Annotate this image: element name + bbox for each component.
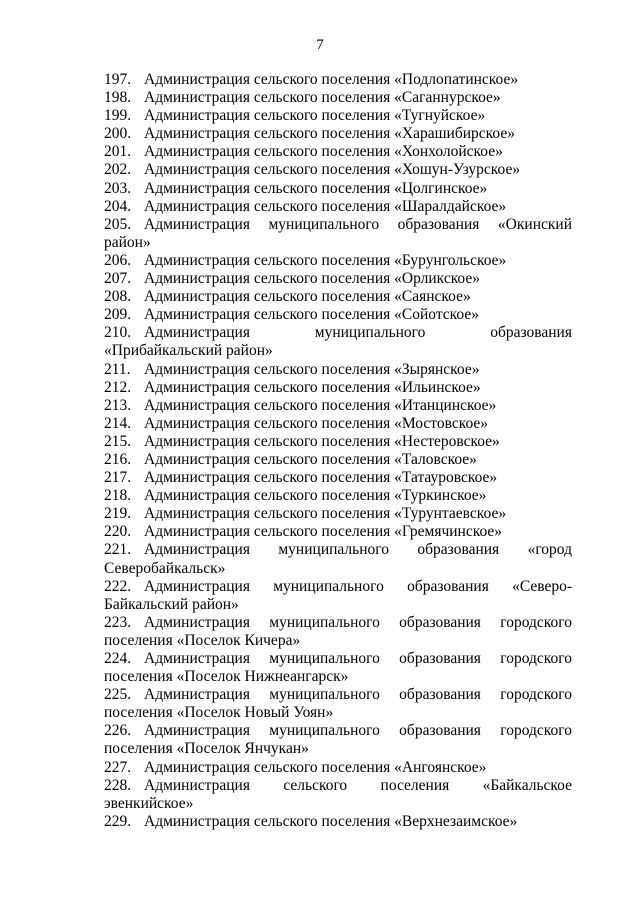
item-text: Администрация муниципального образования городского поселения «Поселок Новый Уоян» bbox=[104, 686, 572, 722]
item-number: 201. bbox=[104, 143, 132, 161]
list-item bbox=[104, 71, 572, 89]
item-text: Администрация сельского поселения «Татауровское» bbox=[144, 469, 498, 487]
list-item bbox=[104, 541, 572, 577]
list-item bbox=[104, 813, 572, 831]
list-item bbox=[104, 469, 572, 487]
item-text: Администрация муниципального образования «город Северобайкальск» bbox=[104, 541, 572, 577]
item-text: Администрация сельского поселения «Подлопатинское» bbox=[144, 71, 519, 88]
item-number: 226. bbox=[104, 722, 132, 740]
item-text: Администрация сельского поселения «Харашибирское» bbox=[144, 125, 515, 143]
list-item bbox=[104, 198, 572, 216]
item-text: Администрация сельского поселения «Гремячинское» bbox=[144, 523, 503, 541]
item-text: Администрация сельского поселения «Шаралдайское» bbox=[144, 197, 507, 215]
item-number: 219. bbox=[104, 505, 132, 523]
item-text: Администрация сельского поселения «Хонхолойское» bbox=[144, 143, 503, 161]
item-text: Администрация сельского поселения «Итанцинское» bbox=[144, 396, 497, 414]
list-item bbox=[104, 415, 572, 433]
item-text: Администрация муниципального образования «Северо-Байкальский район» bbox=[104, 577, 572, 613]
list-item bbox=[104, 759, 572, 777]
item-text: Администрация сельского поселения «Ангоянское» bbox=[144, 758, 487, 776]
item-text: Администрация муниципального образования городского поселения «Поселок Нижнеангарск» bbox=[104, 650, 572, 686]
item-text: Администрация сельского поселения «Мостовское» bbox=[144, 414, 489, 432]
list-item bbox=[104, 125, 572, 143]
list-item bbox=[104, 252, 572, 270]
item-text: Администрация сельского поселения «Саянское» bbox=[144, 288, 471, 306]
list-item bbox=[104, 686, 572, 722]
item-text: Администрация муниципального образования «Окинский район» bbox=[104, 215, 572, 251]
item-number: 227. bbox=[104, 758, 132, 776]
item-number: 221. bbox=[104, 541, 132, 559]
item-text: Администрация сельского поселения «Орликское» bbox=[144, 270, 481, 288]
item-number: 202. bbox=[104, 161, 132, 179]
item-text: Администрация муниципального образования городского поселения «Поселок Янчукан» bbox=[104, 722, 572, 758]
list-item bbox=[104, 578, 572, 614]
list-item bbox=[104, 397, 572, 415]
item-text: Администрация сельского поселения «Бурунгольское» bbox=[144, 251, 507, 269]
item-number: 198. bbox=[104, 89, 132, 107]
item-number: 216. bbox=[104, 450, 132, 468]
item-number: 207. bbox=[104, 270, 132, 288]
list-item bbox=[104, 722, 572, 758]
item-number: 229. bbox=[104, 812, 132, 830]
list-item bbox=[104, 523, 572, 541]
list-item bbox=[104, 324, 572, 360]
item-number: 222. bbox=[104, 577, 132, 595]
item-number: 209. bbox=[104, 306, 132, 324]
item-text: Администрация сельского поселения «Нестеровское» bbox=[144, 432, 500, 450]
item-text: Администрация сельского поселения «Ильинское» bbox=[144, 378, 481, 396]
item-number: 206. bbox=[104, 251, 132, 269]
item-number: 203. bbox=[104, 179, 132, 197]
list-item bbox=[104, 614, 572, 650]
item-text: Администрация сельского поселения «Байкальское эвенкийское» bbox=[104, 776, 572, 812]
item-number: 218. bbox=[104, 487, 132, 505]
item-number: 220. bbox=[104, 523, 132, 541]
list-item bbox=[104, 361, 572, 379]
list-item bbox=[104, 89, 572, 107]
item-number: 208. bbox=[104, 288, 132, 306]
item-text: Администрация сельского поселения «Зырянское» bbox=[144, 360, 480, 378]
item-text: Администрация сельского поселения «Цолгинское» bbox=[144, 179, 488, 197]
item-text: Администрация муниципального образования «Прибайкальский район» bbox=[104, 324, 572, 360]
item-number: 215. bbox=[104, 432, 132, 450]
list-item bbox=[104, 487, 572, 505]
item-text: Администрация сельского поселения «Верхнезаимское» bbox=[144, 812, 518, 830]
item-text: Администрация муниципального образования городского поселения «Поселок Кичера» bbox=[104, 613, 572, 649]
item-number: 228. bbox=[104, 776, 132, 794]
item-text: Администрация сельского поселения «Таловское» bbox=[144, 450, 477, 468]
list-item bbox=[104, 161, 572, 179]
item-number: 224. bbox=[104, 650, 132, 667]
item-number: 210. bbox=[104, 324, 132, 342]
item-number: 205. bbox=[104, 215, 132, 233]
item-number: 225. bbox=[104, 686, 132, 704]
item-text: Администрация сельского поселения «Тугнуйское» bbox=[144, 107, 486, 125]
list-item bbox=[104, 180, 572, 198]
item-text: Администрация сельского поселения «Турунтаевское» bbox=[144, 505, 507, 523]
item-text: Администрация сельского поселения «Туркинское» bbox=[144, 487, 487, 505]
item-number: 204. bbox=[104, 197, 132, 215]
list-item bbox=[104, 288, 572, 306]
item-number: 197. bbox=[104, 71, 132, 88]
item-number: 199. bbox=[104, 107, 132, 125]
item-text: Администрация сельского поселения «Сойотское» bbox=[144, 306, 479, 324]
organization-list bbox=[104, 71, 572, 831]
list-item bbox=[104, 216, 572, 252]
list-item bbox=[104, 451, 572, 469]
list-item bbox=[104, 306, 572, 324]
item-number: 214. bbox=[104, 414, 132, 432]
list-item bbox=[104, 107, 572, 125]
item-number: 200. bbox=[104, 125, 132, 143]
item-text: Администрация сельского поселения «Саганнурское» bbox=[144, 89, 501, 107]
list-item bbox=[104, 379, 572, 397]
item-number: 213. bbox=[104, 396, 132, 414]
item-text: Администрация сельского поселения «Хошун-Узурское» bbox=[144, 161, 521, 179]
list-item bbox=[104, 433, 572, 451]
page-number: 7 bbox=[316, 37, 324, 53]
list-item bbox=[104, 505, 572, 523]
item-number: 212. bbox=[104, 378, 132, 396]
item-number: 217. bbox=[104, 469, 132, 487]
list-item bbox=[104, 270, 572, 288]
list-item bbox=[104, 777, 572, 813]
list-item bbox=[104, 143, 572, 161]
item-number: 223. bbox=[104, 613, 132, 631]
item-number: 211. bbox=[104, 360, 131, 378]
list-item bbox=[104, 650, 572, 686]
